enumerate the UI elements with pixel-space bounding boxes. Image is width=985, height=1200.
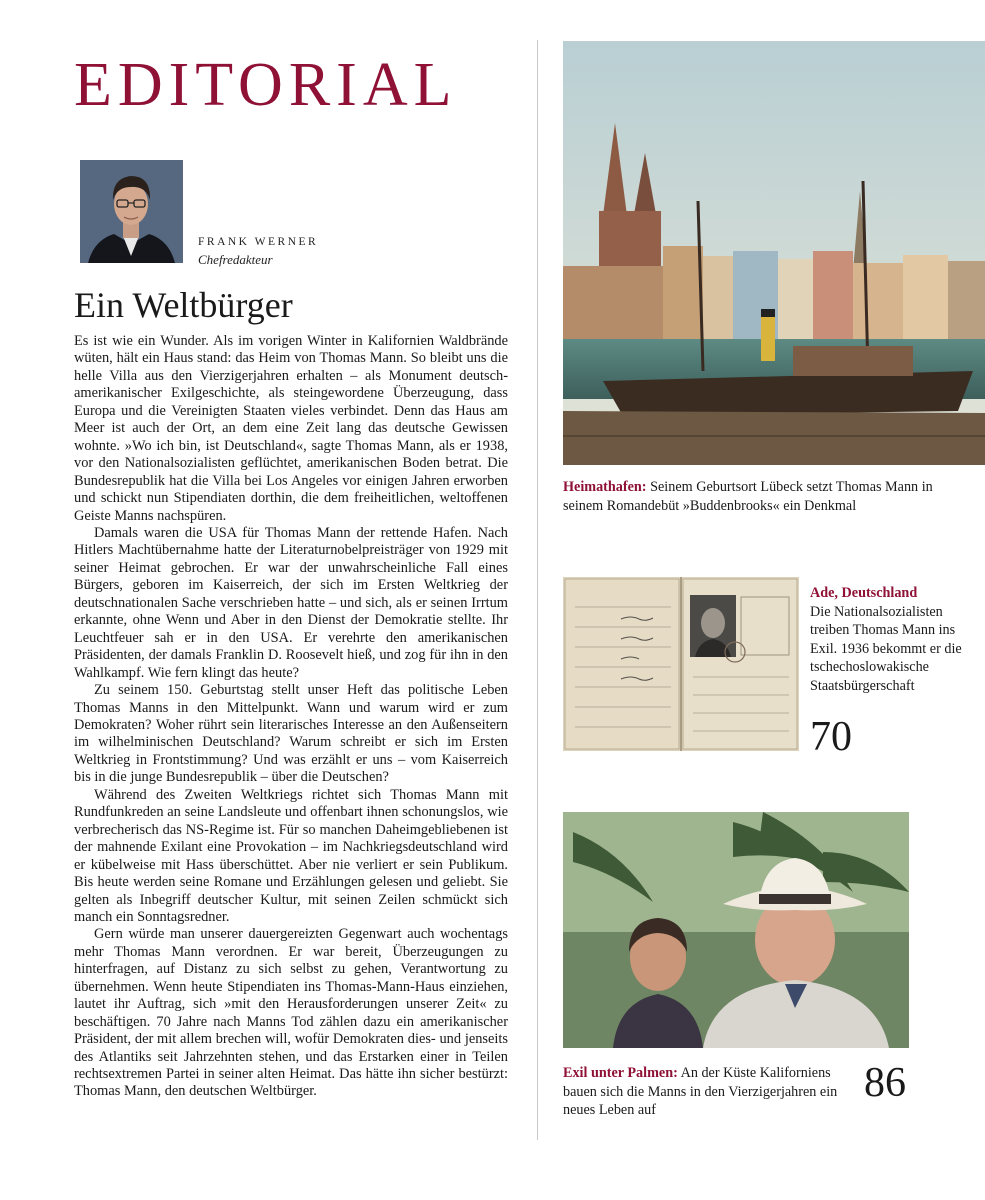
caption-exil-unter-palmen	[563, 1064, 853, 1120]
article-paragraph: Es ist wie ein Wunder. Als im vorigen Winter in Kalifornien Waldbrände wüten, hält ein Haus stand: das Heim von Thomas Mann. So bleibt uns die helle Villa aus den Vierzigerjahren erhalten – als Monument deutsch-amerikanischer Exilgeschichte, als steingewordene Überzeugung, dass Europa und die Vereinigten Staaten vieles verbindet. Denn das Haus am Meer ist auch der Ort, an dem eine Zeit lang das deutsche Gewissen wohnte. »Wo ich bin, ist Deutschland«, sagte Thomas Mann, als er 1938, vor den Nationalsozialisten geflüchtet, amerikanischen Boden betrat. Die Bundesrepublik hat die Villa bei Los Angeles vor einigen Jahren erworben und schickt nun Stipendiaten dorthin, die dem freiheitlichen, weltoffenen Geiste Manns nachspüren.	[74, 333, 508, 524]
caption-ade-deutschland	[810, 584, 980, 695]
article-paragraph: Damals waren die USA für Thomas Mann der rettende Hafen. Nach Hitlers Machtübernahme hatte der Literaturnobelpreisträger von 1929 mit seiner Heimat gebrochen. Er war der unwahrscheinliche Fall eines Bürgers, geboren im Kaiserreich, der sich im Ersten Weltkrieg der deutschnationalen Sache verschrieben hatte – und sich, als er seinen Irrtum erkannte, ohne Wenn und Aber in den Dienst der Demokratie stellte. Ihr Leuchtfeuer sah er in den USA. Er verehrte den amerikanischen Präsidenten, der damals Franklin D. Roosevelt hieß, und zog für ihn in den Wahlkampf. Wie fern klingt das heute?	[74, 524, 508, 681]
exile-palms-photo	[563, 812, 909, 1048]
article-paragraph: Während des Zweiten Weltkriegs richtet sich Thomas Mann mit Rundfunkreden an seine Landsleute und offenbart ihnen schonungslos, wie verbrecherisch das NS-Regime ist. Für so manchen Daheimgebliebenen ist der mahnende Exilant eine Provokation – im Nachkriegsdeutschland wird er kübelweise mit Hass überschüttet. Aber nie verliert er sein Publikum. Bis heute werden seine Romane und Erzählungen gelesen und geliebt. Sie gelten als Inbegriff deutscher Kultur, mit seinen Zeilen schmückt sich manch ein Sonntagsredner.	[74, 786, 508, 925]
article-headline: Ein Weltbürger	[74, 285, 293, 325]
luebeck-harbor-photo	[563, 41, 985, 465]
author-portrait	[80, 160, 183, 263]
article-body	[74, 333, 508, 1101]
caption-lead: Exil unter Palmen:	[563, 1065, 678, 1081]
article-paragraph: Zu seinem 150. Geburtstag stellt unser Heft das politische Leben Thomas Manns in den Mittelpunkt. Wann und warum wird er zum Demokraten? Woher rührt sein literarisches Interesse an den Außenseitern im wilhelminischen Deutschland? Warum schreibt er sich im Ersten Weltkrieg in Frontstimmung? Und was erzählt er uns – vom Kaiserreich bis in die junge Bundesrepublik – über die Deutschen?	[74, 682, 508, 786]
author-name: FRANK WERNER	[198, 236, 319, 248]
article-paragraph: Gern würde man unserer dauergereizten Gegenwart auch wochentags mehr Thomas Mann verordnen. Er war bereit, Überzeugungen zu hinterfragen, auf Distanz zu sich selbst zu gehen, Verantwortung zu übernehmen. Wenn heute Stipendiaten ins Thomas-Mann-Haus einziehen, lautet ihr Auftrag, sich »mit den Herausforderungen unserer Zeit« zu beschäftigen. 70 Jahre nach Manns Tod zählen dazu ein amerikanischer Präsident, der mit allem brechen will, wofür Demokraten dies- und jenseits des Atlantiks seit Jahrzehnten stehen, und das Erstarken einer in Teilen rechtsextremen Partei in seiner alten Heimat. Das hätte ihn sicher bestürzt: Thomas Mann, den deutschen Weltbürger.	[74, 926, 508, 1100]
caption-text: Seinem Geburtsort Lübeck setzt Thomas Mann in seinem Romandebüt »Buddenbrooks« ein Denkmal	[563, 479, 933, 514]
page-number: 86	[864, 1060, 906, 1106]
column-divider	[537, 40, 538, 1140]
caption-lead: Ade, Deutschland	[810, 585, 918, 601]
passport-photo	[563, 577, 799, 751]
caption-text: An der Küste Kaliforniens bauen sich die Manns in den Vierzigerjahren ein neues Leben auf	[563, 1065, 838, 1118]
page-number: 70	[810, 714, 852, 760]
caption-text: Die Nationalsozialisten treiben Thomas Mann ins Exil. 1936 bekommt er die tschechoslowakische Staatsbürgerschaft	[810, 603, 962, 694]
caption-lead: Heimathafen:	[563, 479, 647, 495]
author-role: Chefredakteur	[198, 252, 273, 267]
caption-heimathafen	[563, 478, 943, 515]
section-title: EDITORIAL	[74, 51, 458, 119]
